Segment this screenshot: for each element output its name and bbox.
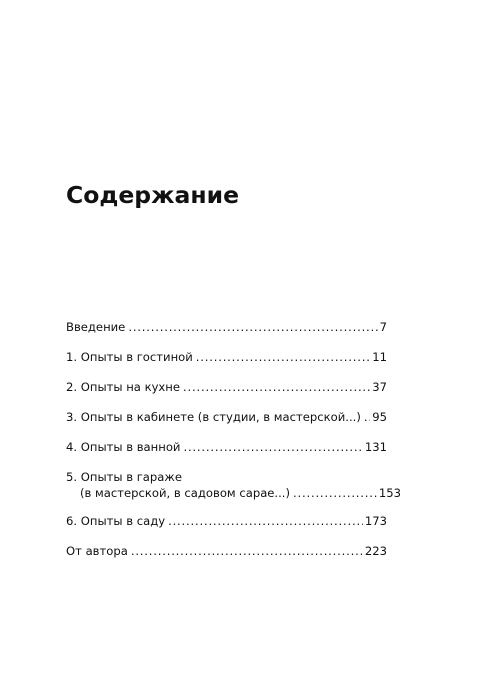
toc-entry-title: 4. Опыты в ванной	[66, 440, 181, 454]
toc-entry-title: 6. Опыты в саду	[66, 514, 166, 528]
toc-entry-about-author	[66, 544, 387, 560]
toc-entry-chapter-6	[66, 514, 387, 530]
toc-entry-title: От автора	[66, 544, 128, 558]
toc-entry-title: 5. Опыты в гараже	[66, 470, 182, 484]
dot-leader	[128, 320, 377, 335]
toc-entry-chapter-3	[66, 410, 387, 426]
toc-entry-introduction	[66, 320, 387, 336]
toc-page-number: 131	[364, 440, 387, 454]
toc-entry-title-continued: (в мастерской, в садовом сарае...)	[80, 486, 291, 500]
dot-leader	[364, 410, 370, 425]
toc-entry-title: Введение	[66, 320, 126, 334]
toc-page-number: 37	[372, 380, 387, 394]
page-title: Содержание	[66, 181, 240, 209]
dot-leader	[131, 544, 363, 559]
dot-leader	[183, 380, 370, 395]
toc-page-number: 173	[364, 514, 387, 528]
toc-page-number: 223	[364, 544, 387, 558]
toc-entry-chapter-4	[66, 440, 387, 456]
toc-entry-title: 2. Опыты на кухне	[66, 380, 181, 394]
toc-entry-chapter-5	[66, 470, 401, 502]
toc-entry-chapter-2	[66, 380, 387, 396]
toc-entry-chapter-1	[66, 350, 387, 366]
dot-leader	[168, 514, 363, 529]
toc-page-number: 153	[378, 486, 401, 500]
dot-leader	[293, 486, 377, 501]
toc-page-number: 7	[379, 320, 387, 334]
dot-leader	[183, 440, 362, 455]
toc-entry-title: 1. Опыты в гостиной	[66, 350, 193, 364]
toc-page-number: 95	[372, 410, 387, 424]
dot-leader	[196, 350, 370, 365]
toc-page-number: 11	[372, 350, 387, 364]
toc-entry-title: 3. Опыты в кабинете (в студии, в мастерской...)	[66, 410, 361, 424]
